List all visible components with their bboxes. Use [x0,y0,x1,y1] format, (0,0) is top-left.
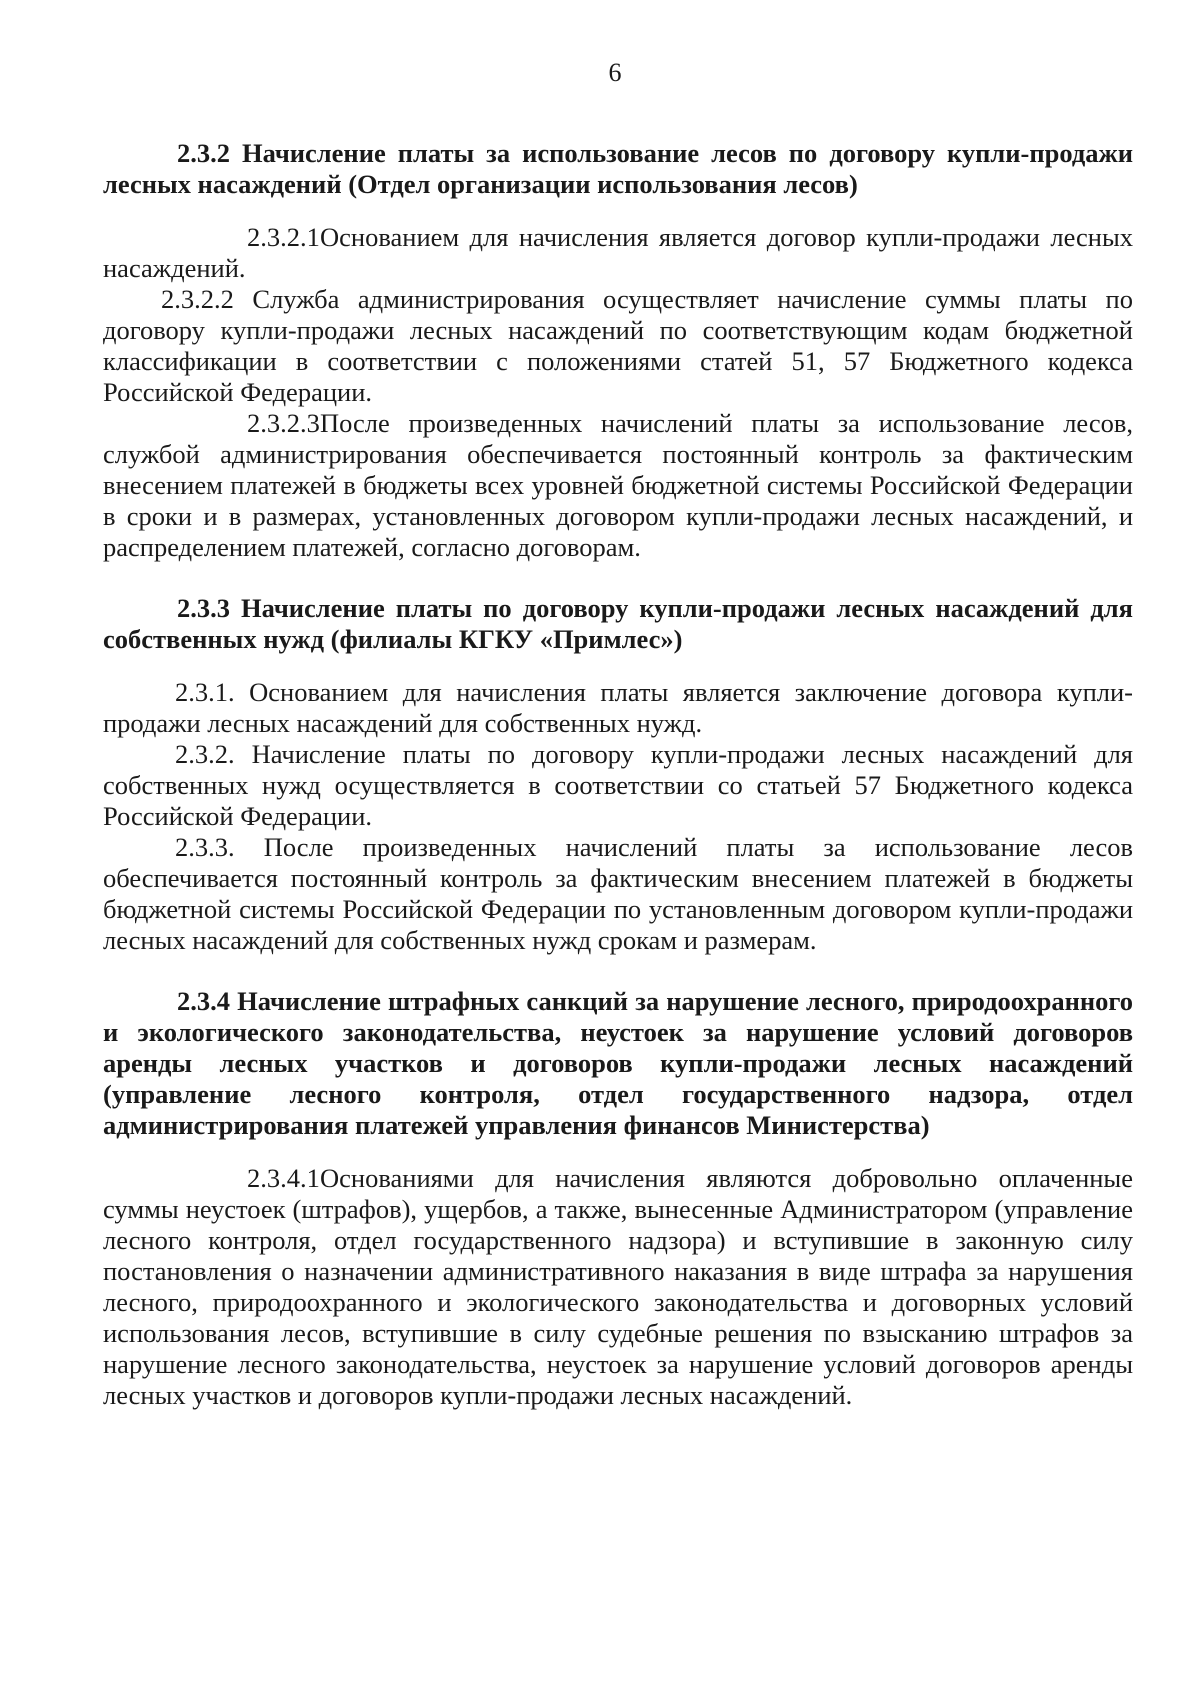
page-number: 6 [608,58,622,87]
paragraph [103,222,1133,284]
paragraph [103,832,1133,956]
paragraph-number: 2.3.4.1 [247,1163,320,1193]
section-2-3-2 [103,138,1133,563]
paragraph-text: 2.3.1. Основанием для начисления платы является заключение договора купли-продажи лесных насаждений для собственных нужд. [103,677,1133,738]
paragraph [103,677,1133,739]
paragraph [103,1163,1133,1411]
paragraph-text: 2.3.3. После произведенных начислений платы за использование лесов обеспечивается постоянный контроль за фактическим внесением платежей в бюджеты бюджетной системы Российской Федерации по установленным договором купли-продажи лесных насаждений для собственных нужд срокам и размерам. [103,832,1133,955]
paragraph-number: 2.3.2.3 [247,408,320,438]
paragraph [103,284,1133,408]
document-body [103,138,1133,1411]
paragraph [103,739,1133,832]
paragraph-number: 2.3.2.1 [247,222,320,252]
paragraph-text: 2.3.2. Начисление платы по договору купли-продажи лесных насаждений для собственных нужд осуществляется в соответствии со статьей 57 Бюджетного кодекса Российской Федерации. [103,739,1133,831]
section-heading: 2.3.4 Начисление штрафных санкций за нарушение лесного, природоохранного и экологического законодательства, неустоек за нарушение условий договоров аренды лесных участков и договоров купли-продажи лесных насаждений (управление лесного контроля, отдел государственного надзора, отдел администрирования платежей управления финансов Министерства) [103,986,1133,1140]
section-heading: 2.3.3 Начисление платы по договору купли-продажи лесных насаждений для собственных нужд (филиалы КГКУ «Примлес») [103,593,1133,654]
paragraph [103,408,1133,563]
section-2-3-3 [103,593,1133,956]
paragraph-text: Основанием для начисления является договор купли-продажи лесных насаждений. [103,222,1133,283]
paragraph-text: После произведенных начислений платы за использование лесов, службой администрирования обеспечивается постоянный контроль за фактическим внесением платежей в бюджеты всех уровней бюджетной системы Российской Федерации в сроки и в размерах, установленных договором купли-продажи лесных насаждений, и распределением платежей, согласно договорам. [103,408,1133,562]
paragraph-text: 2.3.2.2 Служба администрирования осуществляет начисление суммы платы по договору купли-продажи лесных насаждений по соответствующим кодам бюджетной классификации в соответствии с положениями статей 51, 57 Бюджетного кодекса Российской Федерации. [103,284,1133,407]
paragraph-text: Основаниями для начисления являются добровольно оплаченные суммы неустоек (штрафов), ущербов, а также, вынесенные Администратором (управление лесного контроля, отдел государственного надзора) и вступившие в законную силу постановления о назначении административного наказания в виде штрафа за нарушения лесного, природоохранного и экологического законодательства и договорных условий использования лесов, вступившие в силу судебные решения по взысканию штрафов за нарушение лесного законодательства, неустоек за нарушение условий договоров аренды лесных участков и договоров купли-продажи лесных насаждений. [103,1163,1133,1410]
section-heading: 2.3.2 Начисление платы за использование лесов по договору купли-продажи лесных насаждений (Отдел организации использования лесов) [103,138,1133,199]
section-2-3-4 [103,986,1133,1411]
